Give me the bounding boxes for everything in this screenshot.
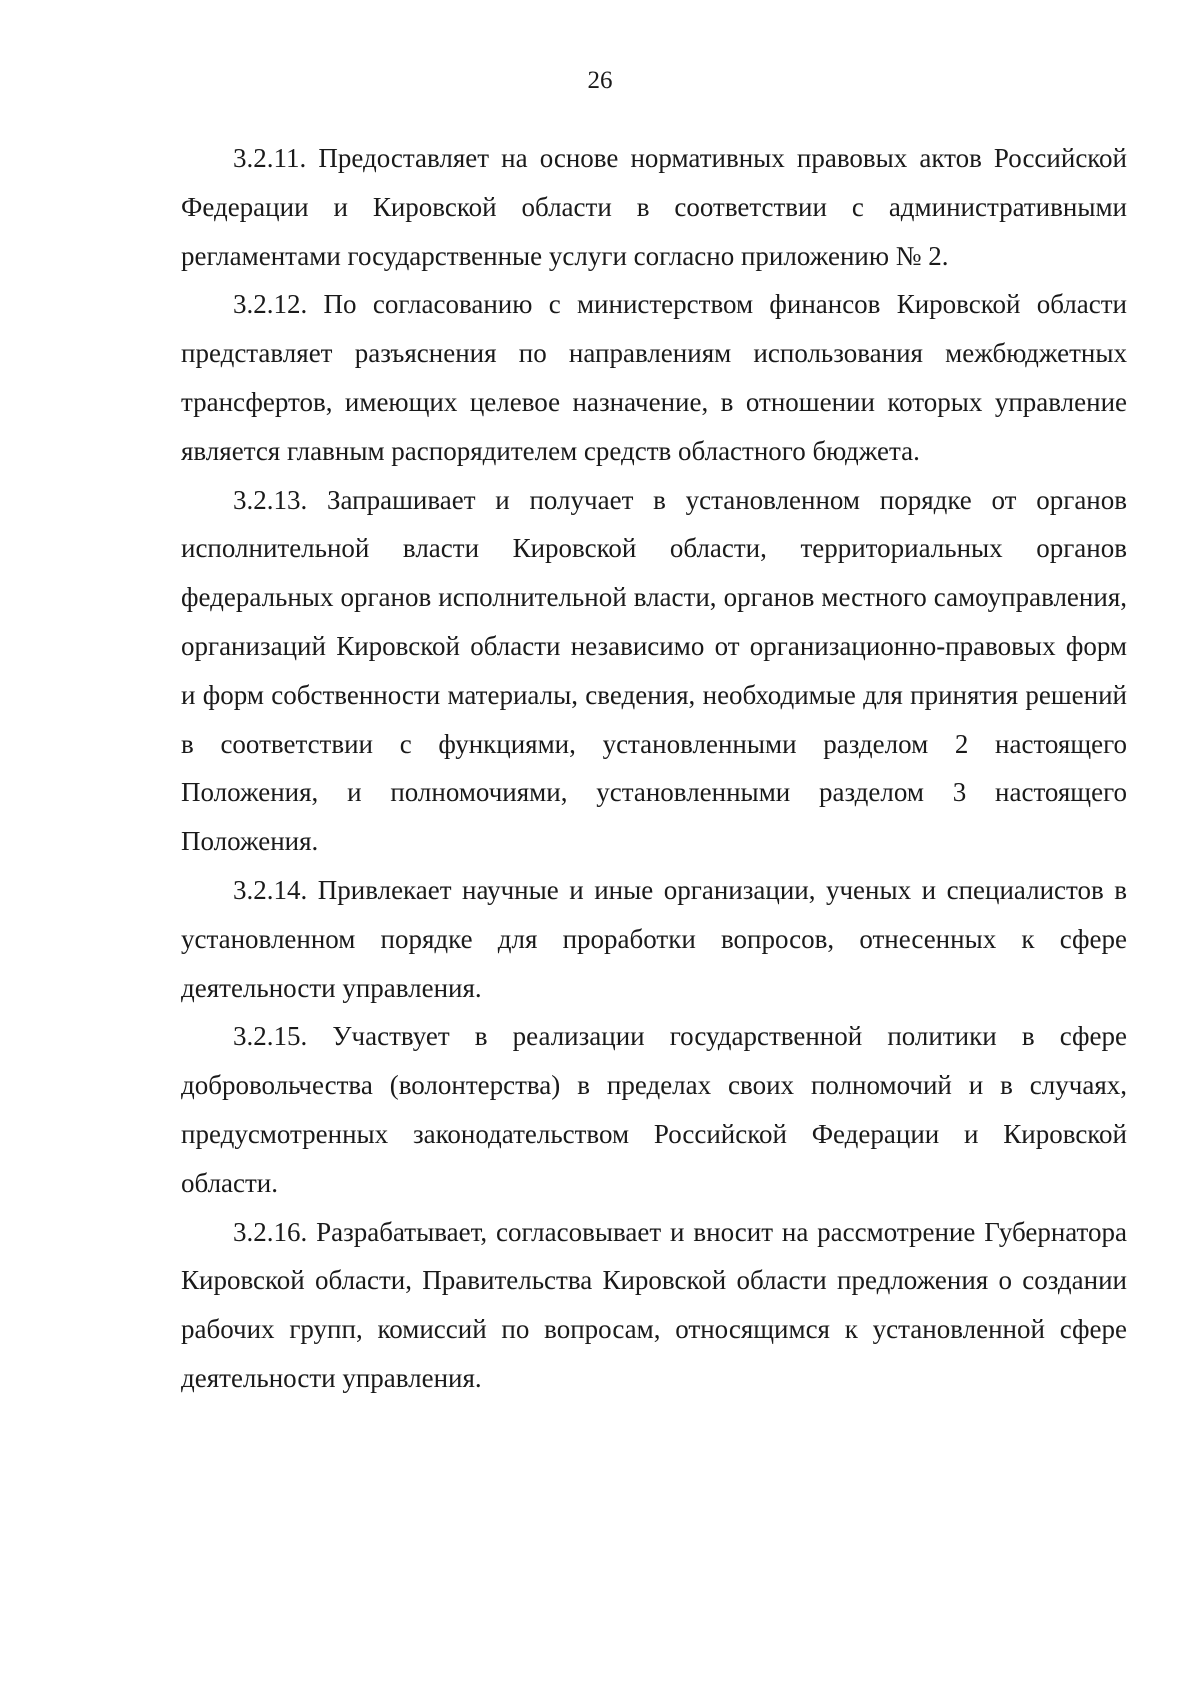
page-number: 26 [587, 67, 613, 94]
paragraph-3-2-15: 3.2.15. Участвует в реализации государственной политики в сфере добровольчества (волонтерства) в пределах своих полномочий и в случаях, предусмотренных законодательством Российской Федерации и Кировской области. [181, 1021, 1127, 1198]
paragraph-3-2-13: 3.2.13. Запрашивает и получает в установленном порядке от органов исполнительной власти Кировской области, территориальных органов федеральных органов исполнительной власти, органов местного самоуправления, организаций Кировской области независимо от организационно-правовых форм и форм собственности материалы, сведения, необходимые для принятия решений в соответствии с функциями, установленными разделом 2 настоящего Положения, и полномочиями, установленными разделом 3 настоящего Положения. [181, 484, 1127, 857]
paragraph-3-2-11: 3.2.11. Предоставляет на основе нормативных правовых актов Российской Федерации и Кировской области в соответствии с административными регламентами государственные услуги согласно приложению № 2. [181, 143, 1127, 271]
paragraph-3-2-14: 3.2.14. Привлекает научные и иные организации, ученых и специалистов в установленном порядке для проработки вопросов, отнесенных к сфере деятельности управления. [181, 874, 1127, 1003]
document-body [181, 134, 1127, 1403]
paragraph-3-2-16: 3.2.16. Разрабатывает, согласовывает и вносит на рассмотрение Губернатора Кировской области, Правительства Кировской области предложения о создании рабочих групп, комиссий по вопросам, относящимся к установленной сфере деятельности управления. [181, 1216, 1127, 1393]
paragraph-3-2-12: 3.2.12. По согласованию с министерством финансов Кировской области представляет разъяснения по направлениям использования межбюджетных трансфертов, имеющих целевое назначение, в отношении которых управление является главным распорядителем средств областного бюджета. [181, 289, 1127, 466]
